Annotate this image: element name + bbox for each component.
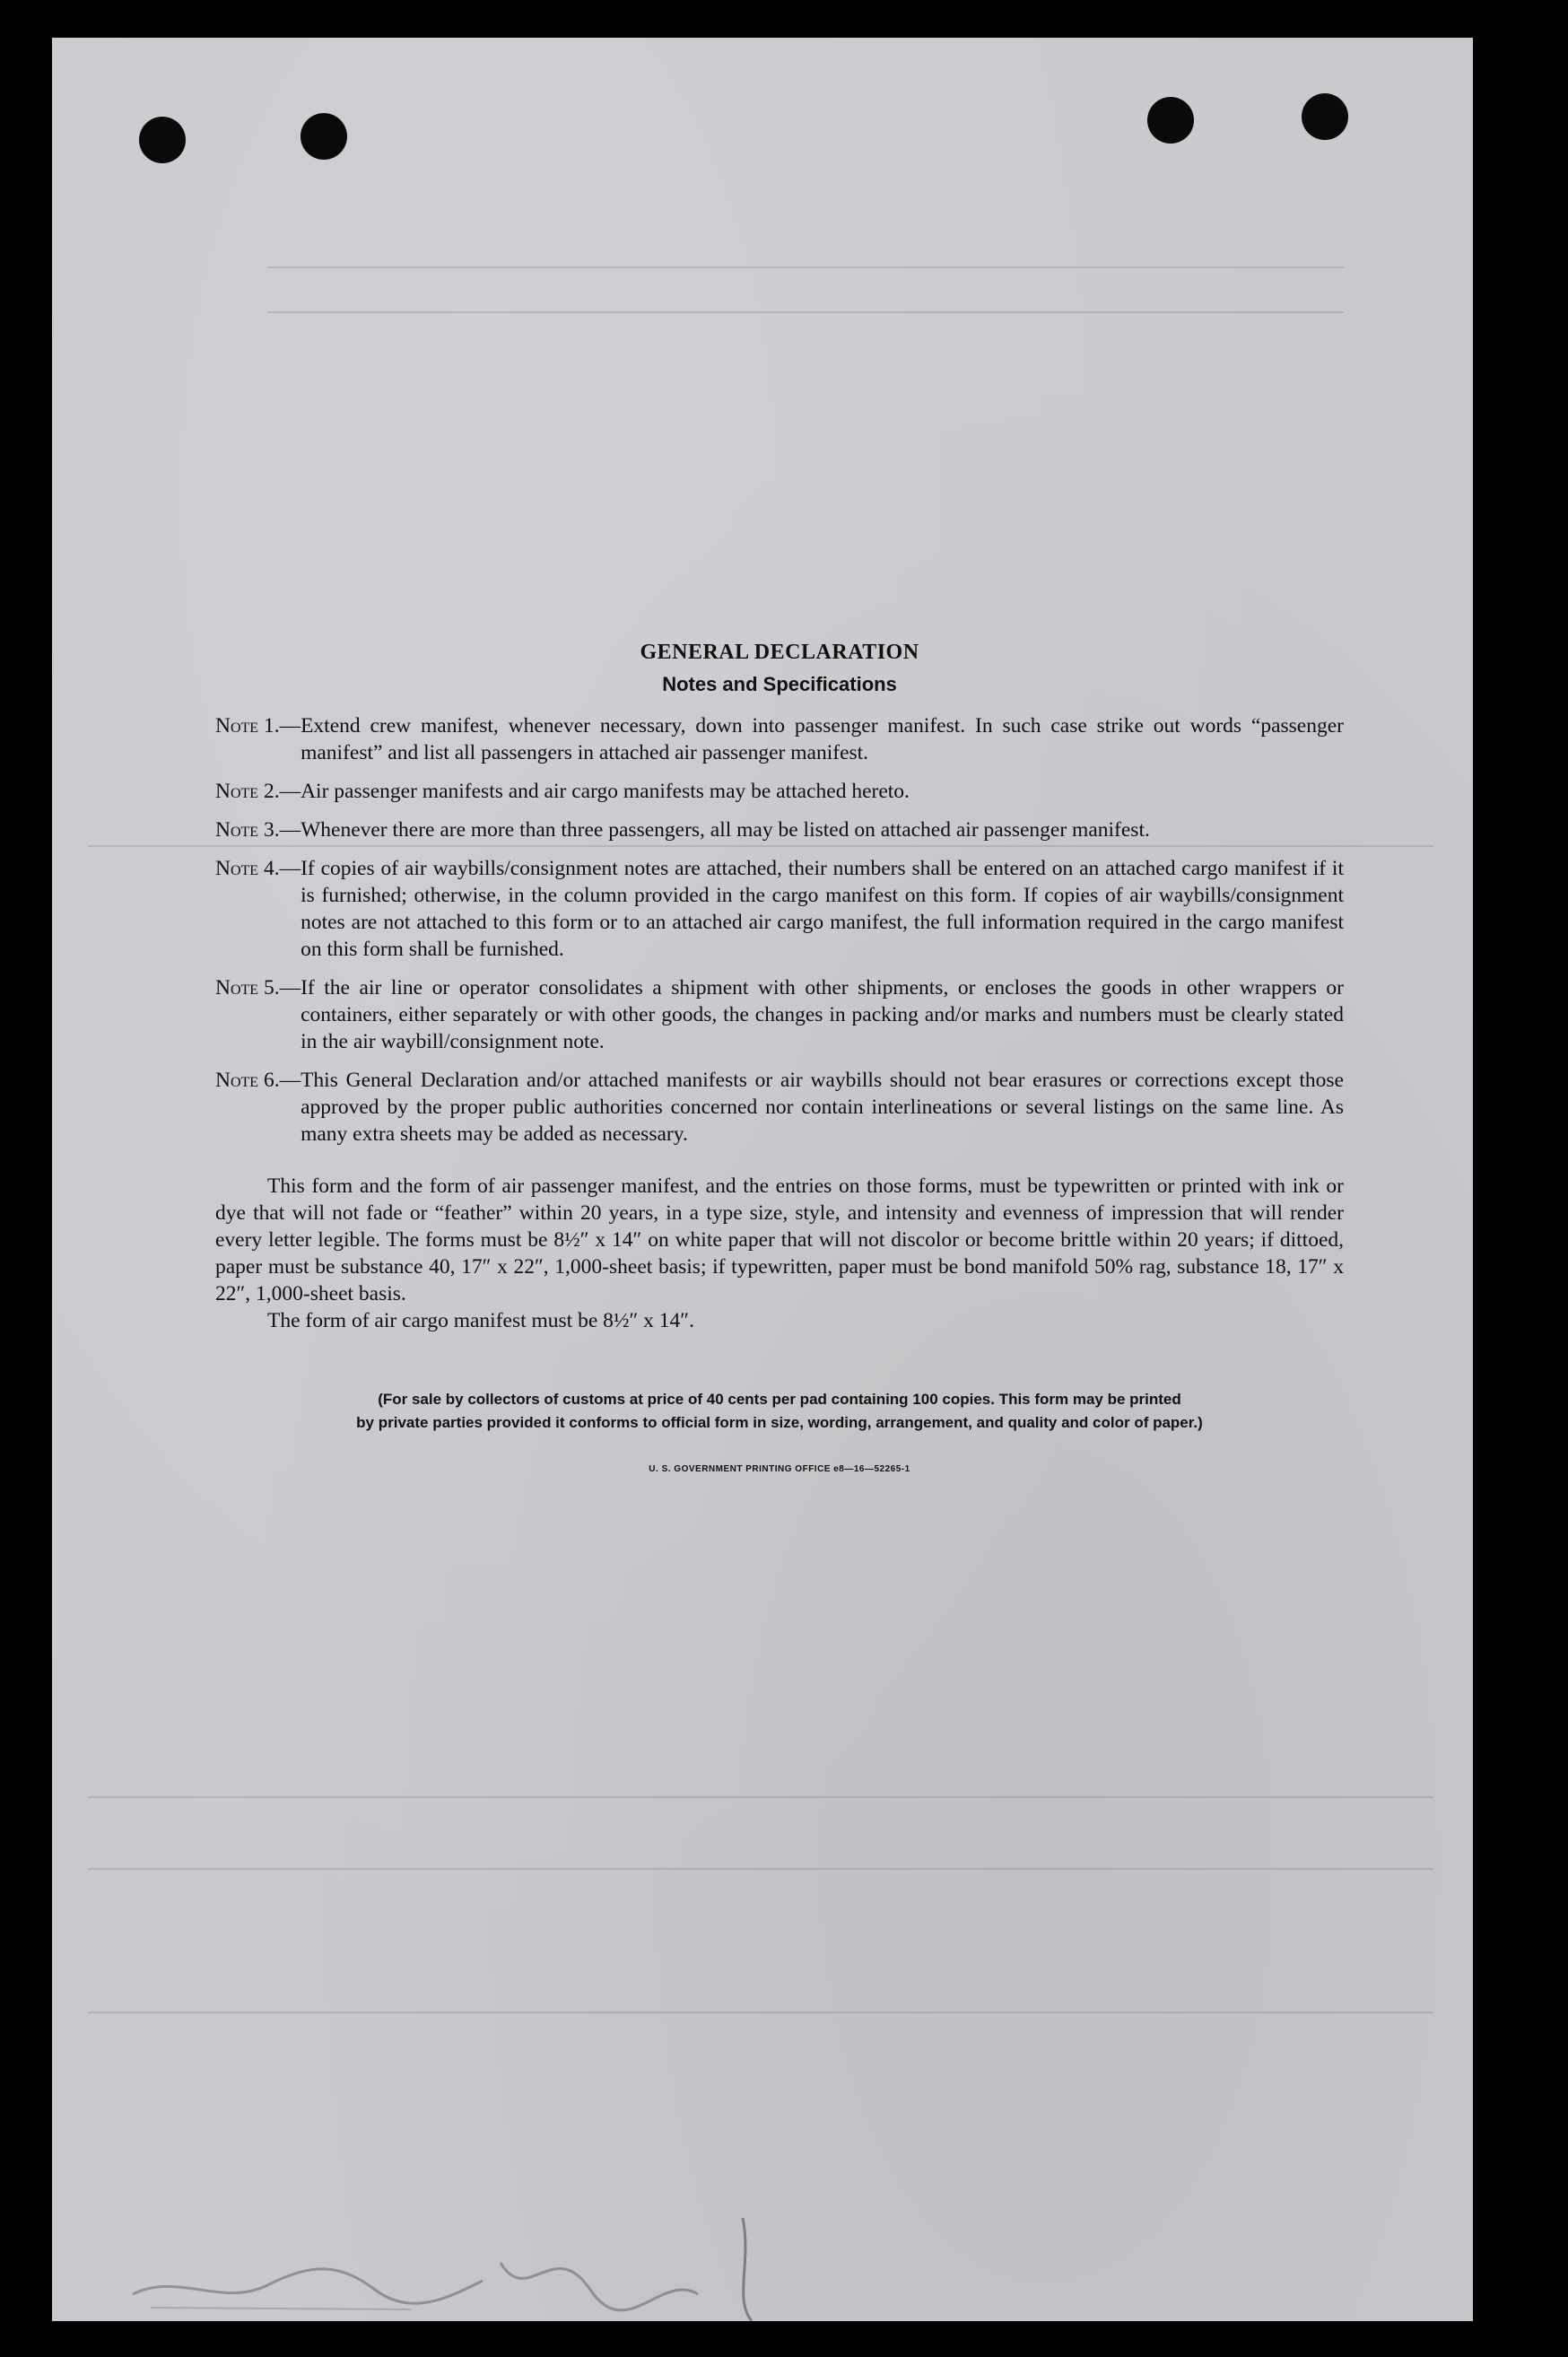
punch-hole-left-2 (301, 113, 347, 160)
cargo-manifest-size-line: The form of air cargo manifest must be 8½″ x 14″. (267, 1309, 694, 1332)
note-dash: — (279, 818, 301, 842)
note-4 (215, 855, 1344, 963)
note-text: This General Declaration and/or attached manifests or air waybills should not bear erasures or corrections except those approved by the proper public authorities concerned nor contain interlineations or several listings on the same line. As many extra sheets may be added as necessary. (301, 1069, 1344, 1146)
page-subtitle: Notes and Specifications (662, 673, 897, 695)
note-label: Note 5. (215, 976, 280, 1000)
sale-notice-line-1: (For sale by collectors of customs at price of 40 cents per pad containing 100 copies. This form may be printed (378, 1391, 1181, 1408)
note-text: If the air line or operator consolidates a shipment with other shipments, or encloses the goods in other wrappers or containers, either separately or with other goods, the changes in packing and/or marks and numbers must be clearly stated in the air waybill/consignment note. (301, 976, 1344, 1053)
note-5 (215, 974, 1344, 1055)
punch-hole-left-1 (139, 117, 186, 163)
note-text: Whenever there are more than three passengers, all may be listed on attached air passenger manifest. (301, 818, 1150, 842)
note-text: Air passenger manifests and air cargo manifests may be attached hereto. (301, 780, 910, 803)
note-text: Extend crew manifest, whenever necessary, down into passenger manifest. In such case strike out words “passenger manifest” and list all passengers in attached air passenger manifest. (301, 714, 1344, 764)
note-label: Note 1. (215, 714, 280, 738)
note-2 (215, 778, 1344, 805)
note-label: Note 6. (215, 1069, 280, 1092)
bleed-through-rule (267, 311, 1344, 313)
sale-notice (215, 1388, 1344, 1435)
punch-hole-right-1 (1147, 97, 1194, 144)
bleed-through-rule (88, 1796, 1433, 1798)
note-dash: — (279, 780, 301, 803)
bleed-through-rule (88, 2012, 1433, 2013)
note-3 (215, 816, 1344, 843)
signature-bleed-through (124, 2209, 806, 2321)
specifications-paragraph: This form and the form of air passenger manifest, and the entries on those forms, must be typewritten or printed with ink or dye that will not fade or “feather” within 20 years, in a type size, style, and intensity and evenness of impression that will render every letter legible. The forms must be 8½″ x 14″ on white paper that will not discolor or become brittle within 20 years; if dittoed, paper must be substance 40, 17″ x 22″, 1,000-sheet basis; if typewritten, paper must be bond manifold 50% rag, substance 18, 17″ x 22″, 1,000-sheet basis. (215, 1174, 1344, 1305)
bleed-through-rule (88, 1868, 1433, 1870)
note-6 (215, 1067, 1344, 1148)
note-label: Note 3. (215, 818, 280, 842)
note-1 (215, 712, 1344, 766)
bleed-through-rule (267, 266, 1344, 268)
note-label: Note 2. (215, 780, 280, 803)
note-text: If copies of air waybills/consignment notes are attached, their numbers shall be entered on an attached cargo manifest if it is furnished; otherwise, in the column provided in the cargo manifest on this form. If copies of air waybills/consignment notes are not attached to this form or to an attached air cargo manifest, the full information required in the cargo manifest on this form shall be furnished. (301, 857, 1344, 961)
note-dash: — (279, 1069, 301, 1092)
punch-hole-right-2 (1302, 93, 1348, 140)
note-dash: — (279, 714, 301, 738)
printing-office-imprint: U. S. GOVERNMENT PRINTING OFFICE e8—16—52265-1 (649, 1464, 910, 1474)
note-dash: — (279, 857, 301, 880)
note-label: Note 4. (215, 857, 280, 880)
document-page (52, 38, 1473, 2321)
notes-section (215, 639, 1344, 1483)
note-dash: — (279, 976, 301, 1000)
sale-notice-line-2: by private parties provided it conforms to official form in size, wording, arrangement, and quality and color of paper.) (356, 1414, 1203, 1431)
page-title: GENERAL DECLARATION (640, 641, 919, 664)
